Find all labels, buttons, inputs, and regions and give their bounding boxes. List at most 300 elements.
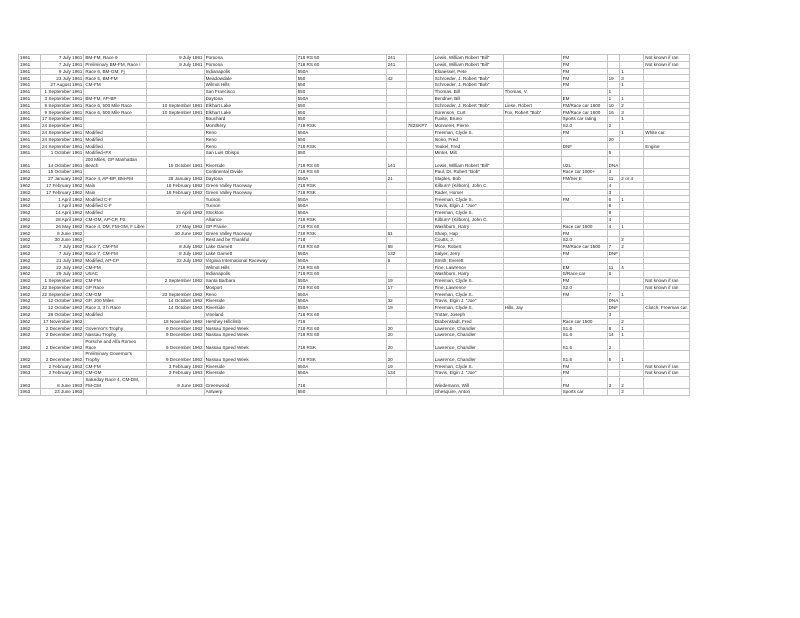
table-cell — [503, 284, 561, 291]
table-cell: 550 — [296, 150, 386, 157]
table-cell — [607, 82, 620, 89]
table-cell: Ghesquire, Anton — [433, 389, 503, 396]
table-cell — [386, 143, 406, 150]
table-cell — [84, 116, 146, 123]
table-cell: 14 — [607, 332, 620, 339]
table-cell: 200 Miles, GP Manhattan Beach — [84, 156, 146, 168]
table-cell: FM — [561, 129, 607, 136]
table-cell: 10 June 1962 — [146, 230, 204, 237]
table-row — [19, 169, 690, 176]
table-cell: Freeman, Clyde S. — [433, 129, 503, 136]
table-cell: 19 — [386, 363, 406, 370]
table-cell: 1962 — [19, 264, 41, 271]
table-cell: Green Valley Raceway — [204, 230, 296, 237]
table-cell: 7 — [607, 243, 620, 250]
table-cell: Race 6, BM-GM, Fj — [84, 68, 146, 75]
table-cell: 241 — [386, 55, 406, 62]
table-cell — [503, 370, 561, 377]
table-cell: 1962 — [19, 311, 41, 318]
table-cell — [146, 116, 204, 123]
table-cell: 718 RSK — [296, 339, 386, 351]
table-cell: FM — [561, 250, 607, 257]
table-cell: Green Valley Raceway — [204, 189, 296, 196]
table-cell: 26 May 1962 — [41, 223, 84, 230]
table-cell: 20 — [607, 136, 620, 143]
table-cell: 2 — [607, 339, 620, 351]
table-cell: Race 5, BM-FM — [84, 75, 146, 82]
table-cell: 1962 — [19, 318, 41, 325]
table-cell: 14 October 1962 — [146, 298, 204, 305]
table-cell: 4 — [607, 223, 620, 230]
table-cell: Lake Garnett — [204, 243, 296, 250]
race-results-table — [18, 54, 690, 396]
table-cell: Wilmot Hills — [204, 82, 296, 89]
table-cell: 18 February 1962 — [146, 189, 204, 196]
table-cell — [644, 156, 690, 168]
table-cell: Main — [84, 189, 146, 196]
table-cell — [644, 223, 690, 230]
table-cell — [406, 95, 433, 102]
table-cell: 1962 — [19, 250, 41, 257]
table-cell — [644, 196, 690, 203]
table-cell — [406, 150, 433, 157]
table-cell — [503, 61, 561, 68]
table-cell: 3 — [620, 75, 644, 82]
table-cell: Freeman, Clyde S. — [433, 291, 503, 298]
table-cell: Freeman, Clyde S. — [433, 209, 503, 216]
table-cell: Modified, AP-CP — [84, 257, 146, 264]
table-cell — [146, 389, 204, 396]
table-cell: Race 7, CM-FM — [84, 250, 146, 257]
table-cell: 718 RS 60 — [296, 271, 386, 278]
table-cell: 9 July 1961 — [146, 55, 204, 62]
table-cell: FM — [561, 82, 607, 89]
table-cell: 1962 — [19, 277, 41, 284]
table-cell: FM/Race car 1600 — [561, 102, 607, 109]
table-cell: Paul, Dr. Robert "Bob" — [433, 169, 503, 176]
table-cell — [406, 271, 433, 278]
table-cell: 20 — [386, 325, 406, 332]
table-cell: Modified — [84, 209, 146, 216]
table-cell — [644, 175, 690, 182]
table-cell: 24 September 1961 — [42, 143, 83, 149]
table-cell: 29 July 1962 — [41, 271, 84, 278]
table-cell — [561, 189, 607, 196]
table-cell: 19 — [386, 277, 406, 284]
table-cell — [406, 332, 433, 339]
table-cell — [607, 61, 620, 68]
table-cell: 15 October 1961 — [146, 156, 204, 168]
table-cell — [84, 88, 146, 95]
table-cell: 1962 — [19, 257, 41, 264]
table-row — [19, 325, 690, 332]
table-cell — [644, 311, 690, 318]
table-cell: 1961 — [19, 61, 41, 68]
table-cell: 3 — [620, 109, 644, 116]
table-cell — [644, 95, 690, 102]
table-cell: U2L — [561, 156, 607, 168]
table-cell: Freeman, Clyde S. — [433, 196, 503, 203]
table-cell — [406, 264, 433, 271]
table-cell — [607, 389, 620, 396]
table-cell — [644, 182, 690, 189]
table-cell — [84, 237, 146, 244]
table-cell: Lawrence, Chandler — [433, 332, 503, 339]
table-cell — [406, 363, 433, 370]
table-cell: Preliminary BM-FM, Race I — [84, 61, 146, 68]
table-cell — [644, 377, 690, 389]
table-cell — [386, 318, 406, 325]
table-cell: 1961 — [19, 150, 41, 157]
table-cell: 718 RS 60 — [296, 284, 386, 291]
table-cell: Tucson — [204, 196, 296, 203]
table-cell — [644, 209, 690, 216]
table-row — [19, 311, 690, 318]
table-cell: Riverside — [204, 363, 296, 370]
table-cell — [84, 169, 146, 176]
table-cell — [561, 182, 607, 189]
table-cell — [503, 116, 561, 123]
table-cell: EM — [561, 264, 607, 271]
table-cell — [607, 257, 620, 264]
table-cell: 550A — [296, 250, 386, 257]
table-cell: 718 RS 60 — [296, 243, 386, 250]
table-cell: Bendner, Bill — [433, 95, 503, 102]
table-row — [19, 129, 690, 136]
table-cell — [620, 230, 644, 237]
table-cell: Main — [84, 182, 146, 189]
table-cell — [620, 150, 644, 157]
table-cell: 8 June 1963 — [41, 377, 84, 389]
table-cell: Pomona — [204, 61, 296, 68]
table-cell — [644, 88, 690, 95]
table-cell: 9 December 1962 — [146, 339, 204, 351]
table-row — [19, 75, 690, 82]
table-cell: DNA — [608, 298, 619, 304]
table-cell: 1962 — [19, 243, 41, 250]
table-cell: 550 — [296, 82, 386, 89]
table-cell: San Francisco — [204, 88, 296, 95]
table-cell: 17 November 1962 — [41, 318, 84, 325]
table-cell: 17 February 1962 — [41, 189, 84, 196]
table-cell: 1961 — [19, 68, 41, 75]
table-row — [19, 209, 690, 216]
table-cell: 19 — [386, 305, 406, 312]
table-cell: Not known if ran — [644, 277, 690, 284]
table-cell: 782SKP7 — [406, 122, 433, 129]
table-cell: 28 April 1962 — [41, 216, 84, 223]
table-cell: 1962 — [19, 305, 41, 312]
table-cell — [503, 129, 561, 136]
table-cell: 718 RS 60 — [296, 156, 386, 168]
table-cell — [146, 136, 204, 143]
table-cell: 1 April 1962 — [41, 203, 84, 210]
table-cell: 27 May 1962 — [146, 223, 204, 230]
table-cell: 1961 — [19, 122, 41, 129]
table-cell: 550A — [296, 298, 386, 305]
table-cell: 12 October 1962 — [41, 305, 84, 312]
table-cell: 3 — [607, 311, 620, 318]
table-cell — [503, 377, 561, 389]
table-cell — [406, 291, 433, 298]
table-row — [19, 257, 690, 264]
table-cell: DNF — [608, 305, 619, 311]
table-cell: Not known if ran — [644, 363, 690, 370]
table-cell: Liese, Robert — [503, 102, 561, 109]
table-cell: 18 February 1962 — [146, 182, 204, 189]
table-cell: 1962 — [19, 325, 41, 332]
table-cell: Thomas, Bill — [433, 88, 503, 95]
table-cell — [146, 122, 204, 129]
table-cell: Travis, Elgin J. "Joe" — [433, 203, 503, 210]
table-cell: 15 October 1961 — [41, 169, 84, 176]
table-cell — [503, 257, 561, 264]
table-cell: Riverside — [204, 298, 296, 305]
table-cell: 1963 — [19, 389, 41, 396]
table-cell — [620, 271, 644, 278]
table-cell: 718 RSK — [296, 182, 386, 189]
table-cell — [620, 169, 644, 176]
table-cell: Lewis, William Robert "Bill" — [433, 61, 503, 68]
table-cell: Yeakel, Fred — [433, 143, 503, 150]
table-cell — [503, 95, 561, 102]
table-cell — [644, 109, 690, 116]
table-cell — [503, 136, 561, 143]
table-cell: 21 — [386, 175, 406, 182]
table-cell: Nassau Trophy — [84, 332, 146, 339]
table-cell: 17 September 1961 — [42, 116, 83, 122]
table-cell: 15 April 1962 — [146, 209, 204, 216]
table-cell — [406, 377, 433, 389]
table-cell: Modified — [84, 311, 146, 318]
table-cell: 1962 — [19, 230, 41, 237]
table-cell: 10 September 1961 — [146, 109, 204, 116]
table-cell: 1 October 1961 — [41, 150, 84, 157]
table-cell — [406, 203, 433, 210]
table-cell: Santa Barbara — [204, 277, 296, 284]
table-cell: 9 July 1961 — [146, 61, 204, 68]
table-cell: 2 — [620, 377, 644, 389]
table-cell: 550A — [296, 196, 386, 203]
table-cell: Smith, Everett — [433, 257, 503, 264]
table-cell: 42 — [386, 75, 406, 82]
table-cell — [406, 109, 433, 116]
table-cell: 1 — [620, 68, 644, 75]
table-cell: 2 December 1962 — [41, 325, 84, 332]
table-cell — [644, 136, 690, 143]
table-row — [19, 143, 690, 150]
table-cell: 12 October 1962 — [41, 298, 84, 305]
table-cell: 3 — [607, 169, 620, 176]
table-cell: EM — [561, 95, 607, 102]
table-cell: 20 — [386, 332, 406, 339]
table-cell: Modified C-F — [84, 203, 146, 210]
table-cell: FM — [561, 75, 607, 82]
table-cell — [644, 122, 690, 129]
table-cell: Travis, Elgin J. "Joe" — [433, 298, 503, 305]
table-cell — [644, 264, 690, 271]
table-cell — [503, 196, 561, 203]
table-row — [19, 136, 690, 143]
table-cell — [503, 189, 561, 196]
table-cell: 1962 — [19, 196, 41, 203]
table-cell: 9 December 1962 — [146, 325, 204, 332]
table-cell — [146, 237, 204, 244]
table-cell: 1961 — [19, 116, 41, 123]
table-cell: 1 — [620, 129, 644, 136]
table-cell: 718 RSK — [296, 216, 386, 223]
table-cell: 1963 — [19, 363, 41, 370]
table-cell: Elkhart Lake — [204, 102, 296, 109]
table-cell: Governor's Trophy — [84, 325, 146, 332]
table-cell — [386, 203, 406, 210]
table-cell — [406, 82, 433, 89]
table-cell — [561, 209, 607, 216]
table-cell — [406, 223, 433, 230]
table-cell: 718 — [296, 377, 386, 389]
table-cell — [644, 203, 690, 210]
table-cell — [146, 82, 204, 89]
table-cell: 132 — [386, 250, 406, 257]
table-cell: Fine, Lawrence — [433, 284, 503, 291]
table-row — [19, 339, 690, 351]
table-cell: 4 — [607, 182, 620, 189]
table-cell — [503, 264, 561, 271]
table-cell: 8 — [607, 325, 620, 332]
table-cell — [386, 169, 406, 176]
table-cell — [146, 68, 204, 75]
table-cell: Meadowdale — [204, 75, 296, 82]
table-cell: USAC — [84, 271, 146, 278]
table-row — [19, 82, 690, 89]
table-cell — [644, 291, 690, 298]
table-cell — [503, 271, 561, 278]
table-cell — [146, 88, 204, 95]
table-cell — [620, 55, 644, 62]
table-cell: GP Race — [84, 284, 146, 291]
table-cell — [406, 325, 433, 332]
table-cell: FM — [561, 55, 607, 62]
table-cell — [620, 370, 644, 377]
table-cell: 134 — [386, 370, 406, 377]
table-cell — [644, 169, 690, 176]
table-cell: 2 — [607, 122, 620, 129]
table-cell — [406, 389, 433, 396]
table-cell: Race car 1500 — [561, 318, 607, 325]
table-cell: 1 — [620, 116, 644, 123]
table-cell: Sports car — [561, 389, 607, 396]
table-cell: 1961 — [19, 156, 41, 168]
table-cell: 1961 — [19, 95, 41, 102]
table-cell: Hershey Hillclimb — [204, 318, 296, 325]
table-cell: Rader, Homer — [433, 189, 503, 196]
table-cell: FM — [561, 277, 607, 284]
table-cell: 23 June 1963 — [41, 389, 84, 396]
table-cell — [146, 196, 204, 203]
table-cell: 8 — [607, 209, 620, 216]
table-row — [19, 203, 690, 210]
table-cell: Wilmot Hills — [204, 264, 296, 271]
table-cell — [644, 332, 690, 339]
table-cell — [644, 351, 690, 363]
table-cell: S1.6 — [561, 325, 607, 332]
table-cell: BM-FM, Race 9 — [84, 55, 146, 62]
table-cell: Modified — [84, 143, 146, 150]
table-cell — [607, 363, 620, 370]
table-cell — [620, 156, 644, 168]
table-row — [19, 250, 690, 257]
table-cell: Drabenstadt, Fred — [433, 318, 503, 325]
table-cell: Not known if ran — [644, 61, 690, 68]
table-cell: 7 July 1962 — [41, 250, 84, 257]
table-cell — [386, 189, 406, 196]
table-cell — [620, 257, 644, 264]
table-cell — [620, 122, 644, 129]
table-cell — [644, 82, 690, 89]
table-cell: 718 RSK — [296, 122, 386, 129]
table-cell: San Luis Obispo — [204, 150, 296, 157]
table-cell: CM-GM, AP-CP, Ftr. — [84, 216, 146, 223]
table-cell: Not known if ran — [644, 284, 690, 291]
table-cell: 1962 — [19, 223, 41, 230]
table-cell — [644, 325, 690, 332]
table-cell: S1.6 — [561, 332, 607, 339]
table-cell: Alliance — [204, 216, 296, 223]
table-cell: 3 February 1963 — [146, 370, 204, 377]
table-cell: 1961 — [19, 82, 41, 89]
table-cell: Trotter, Joseph — [433, 311, 503, 318]
table-row — [19, 389, 690, 396]
table-cell: 718 RS 60 — [296, 311, 386, 318]
table-cell — [561, 216, 607, 223]
table-cell — [561, 150, 607, 157]
table-cell — [146, 150, 204, 157]
table-cell — [620, 143, 644, 150]
table-cell: 6 — [607, 196, 620, 203]
table-cell — [146, 129, 204, 136]
table-cell — [386, 95, 406, 102]
table-cell: 22 July 1962 — [41, 264, 84, 271]
table-cell — [503, 182, 561, 189]
table-cell: S1.6 — [561, 339, 607, 351]
table-cell — [146, 75, 204, 82]
table-cell — [146, 203, 204, 210]
table-cell: 6 — [607, 271, 620, 278]
table-cell: FM — [561, 291, 607, 298]
table-cell: Bouchard — [204, 116, 296, 123]
table-cell — [406, 136, 433, 143]
table-row — [19, 237, 690, 244]
table-cell: Montlhéry — [204, 122, 296, 129]
table-row — [19, 318, 690, 325]
table-cell — [406, 209, 433, 216]
table-cell: 141 — [386, 156, 406, 168]
table-cell: Freeman, Clyde S. — [433, 277, 503, 284]
table-cell: 8 — [607, 203, 620, 210]
table-cell: 20 — [386, 339, 406, 351]
table-cell: 550A — [296, 257, 386, 264]
table-row — [19, 109, 690, 116]
table-cell — [644, 189, 690, 196]
table-cell: Sorenson, Curt — [433, 109, 503, 116]
table-cell — [620, 203, 644, 210]
table-cell: 7 July 1961 — [41, 55, 84, 62]
table-row — [19, 175, 690, 182]
table-cell: Not known if ran — [644, 370, 690, 377]
table-cell: Fox, Robert "Bob" — [503, 109, 561, 116]
table-row — [19, 230, 690, 237]
table-cell — [620, 136, 644, 143]
